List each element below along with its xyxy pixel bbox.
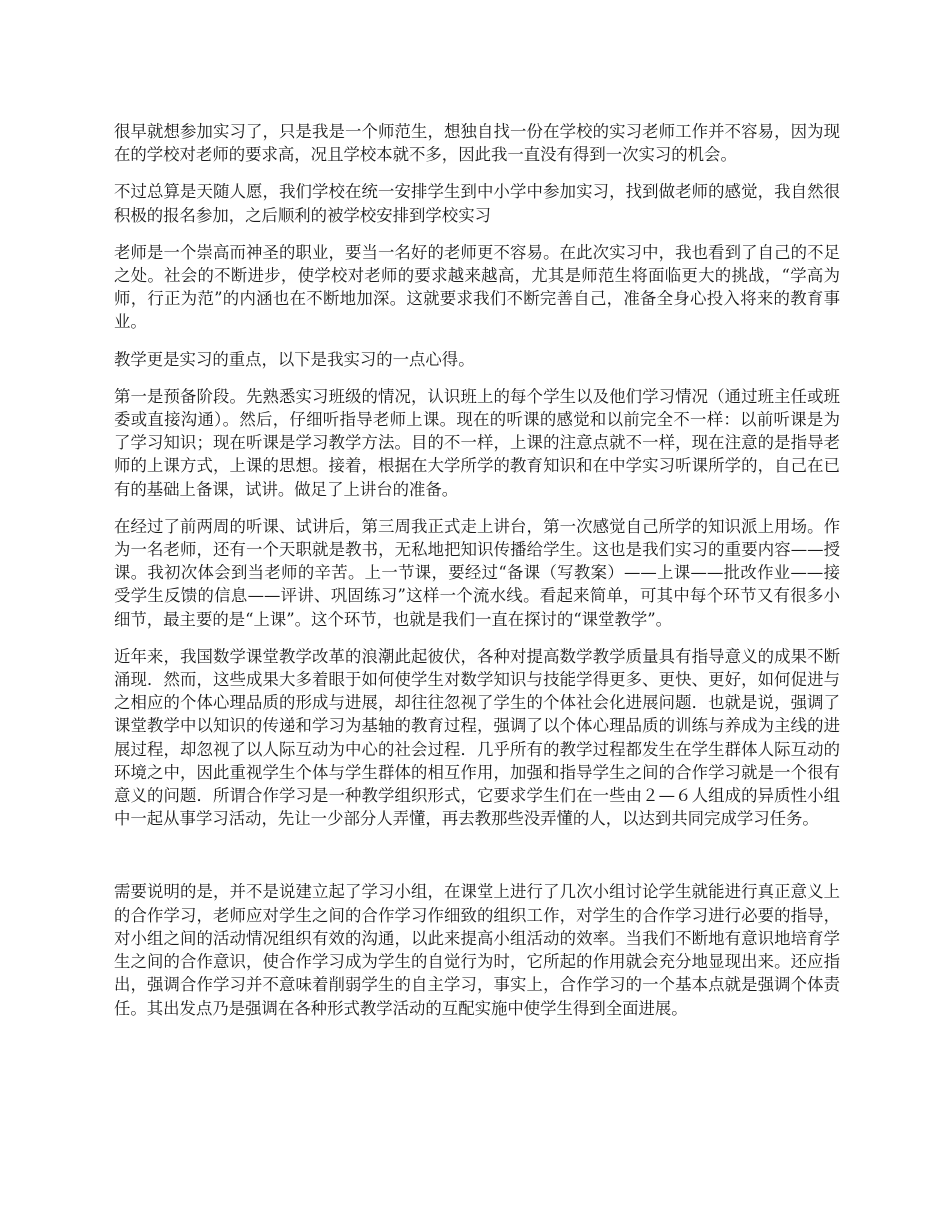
- paragraph-1: 很早就想参加实习了，只是我是一个师范生，想独自找一份在学校的实习老师工作并不容易，因为现在的学校对老师的要求高，况且学校本就不多，因此我一直没有得到一次实习的机会。: [114, 122, 840, 165]
- paragraph-3: 老师是一个崇高而神圣的职业，要当一名好的老师更不容易。在此次实习中，我也看到了自己的不足之处。社会的不断进步，使学校对老师的要求越来越高，尤其是师范生将面临更大的挑战，“学高为师，行正为范”的内涵也在不断地加深。这就要求我们不断完善自己，准备全身心投入将来的教育事业。: [114, 242, 840, 332]
- paragraph-5: 第一是预备阶段。先熟悉实习班级的情况，认识班上的每个学生以及他们学习情况（通过班主任或班委或直接沟通）。然后，仔细听指导老师上课。现在的听课的感觉和以前完全不一样：以前听课是为了学习知识；现在听课是学习教学方法。目的不一样，上课的注意点就不一样，现在注意的是指导老师的上课方式，上课的思想。接着，根据在大学所学的教育知识和在中学实习听课所学的，自己在已有的基础上备课，试讲。做足了上讲台的准备。: [114, 386, 840, 499]
- paragraph-6: 在经过了前两周的听课、试讲后，第三周我正式走上讲台，第一次感觉自己所学的知识派上用场。作为一名老师，还有一个天职就是教书，无私地把知识传播给学生。这也是我们实习的重要内容——授课。我初次体会到当老师的辛苦。上一节课，要经过“备课（写教案）——上课——批改作业——接受学生反馈的信息——评讲、巩固练习”这样一个流水线。看起来简单，可其中每个环节又有很多小细节，最主要的是“上课”。这个环节，也就是我们一直在探讨的“课堂教学”。: [114, 516, 840, 629]
- paragraph-8: 需要说明的是，并不是说建立起了学习小组，在课堂上进行了几次小组讨论学生就能进行真正意义上的合作学习，老师应对学生之间的合作学习作细致的组织工作，对学生的合作学习进行必要的指导，对小组之间的活动情况组织有效的沟通，以此来提高小组活动的效率。当我们不断地有意识地培育学生之间的合作意识，使合作学习成为学生的自觉行为时，它所起的作用就会充分地显现出来。还应指出，强调合作学习并不意味着削弱学生的自主学习，事实上，合作学习的一个基本点就是强调个体责任。其出发点乃是强调在各种形式教学活动的互配实施中使学生得到全面进展。: [114, 882, 840, 1018]
- document-body: [114, 120, 840, 1034]
- paragraph-4: 教学更是实习的重点，以下是我实习的一点心得。: [114, 349, 475, 369]
- paragraph-7: 近年来，我国数学课堂教学改革的浪潮此起彼伏，各种对提高数学教学质量具有指导意义的成果不断涌现．然而，这些成果大多着眼于如何使学生对数学知识与技能学得更多、更快、更好，如何促进与之相应的个体心理品质的形成与进展，却往往忽视了学生的个体社会化进展问题．也就是说，强调了课堂教学中以知识的传递和学习为基轴的教育过程，强调了以个体心理品质的训练与养成为主线的进展过程，却忽视了以人际互动为中心的社会过程．几乎所有的教学过程都发生在学生群体人际互动的环境之中，因此重视学生个体与学生群体的相互作用，加强和指导学生之间的合作学习就是一个很有意义的问题．所谓合作学习是一种教学组织形式，它要求学生们在一些由２—６人组成的异质性小组中一起从事学习活动，先让一少部分人弄懂，再去教那些没弄懂的人，以达到共同完成学习任务。: [114, 646, 840, 829]
- paragraph-2: 不过总算是天随人愿，我们学校在统一安排学生到中小学中参加实习，找到做老师的感觉，我自然很积极的报名参加，之后顺利的被学校安排到学校实习: [114, 182, 840, 225]
